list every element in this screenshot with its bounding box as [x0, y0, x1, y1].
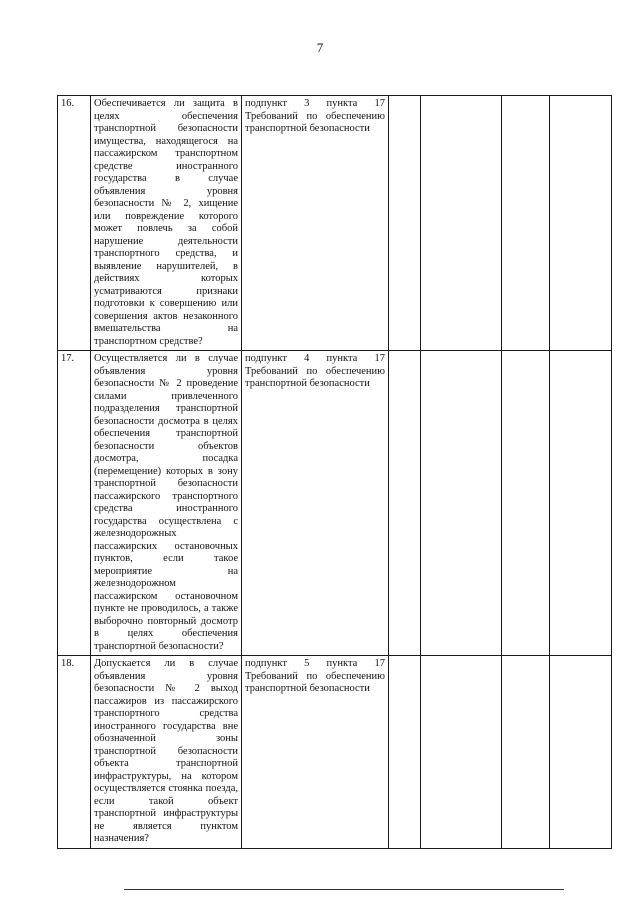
note-cell[interactable]: [550, 656, 612, 849]
row-reference: подпункт 4 пункта 17 Требований по обеспечению транспортной безопасности: [242, 351, 389, 656]
row-number: 17.: [58, 351, 91, 656]
page-number: 7: [316, 40, 324, 55]
answer-cell-no[interactable]: [421, 96, 502, 351]
row-number: 16.: [58, 96, 91, 351]
answer-cell-yes[interactable]: [389, 351, 421, 656]
row-reference: подпункт 3 пункта 17 Требований по обеспечению транспортной безопасности: [242, 96, 389, 351]
answer-cell-na[interactable]: [502, 96, 550, 351]
note-cell[interactable]: [550, 96, 612, 351]
answer-cell-na[interactable]: [502, 656, 550, 849]
answer-cell-yes[interactable]: [389, 96, 421, 351]
note-cell[interactable]: [550, 351, 612, 656]
answer-cell-yes[interactable]: [389, 656, 421, 849]
row-question: Допускается ли в случае объявления уровня безопасности № 2 выход пассажиров из пассажирского транспортного средства иностранного государства вне обозначенной зоны транспортной безопасности объекта транспортной инфраструктуры, на котором осуществляется стоянка поезда, если такой объект транспортной инфраструктуры не является пунктом назначения?: [91, 656, 242, 849]
answer-cell-no[interactable]: [421, 656, 502, 849]
row-question: Обеспечивается ли защита в целях обеспечения транспортной безопасности имущества, находящегося на пассажирском транспортном средстве иностранного государства в случае объявления уровня безопасности № 2, хищение или повреждение которого может повлечь за собой нарушение деятельности транспортного средства, и выявление нарушителей, в действиях которых усматриваются признаки подготовки к совершению или совершения актов незаконного вмешательства на транспортном средстве?: [91, 96, 242, 351]
table-row: [58, 96, 612, 351]
checklist-table: [57, 95, 612, 849]
table-row: [58, 351, 612, 656]
row-number: 18.: [58, 656, 91, 849]
answer-cell-na[interactable]: [502, 351, 550, 656]
row-reference: подпункт 5 пункта 17 Требований по обеспечению транспортной безопасности: [242, 656, 389, 849]
answer-cell-no[interactable]: [421, 351, 502, 656]
table-row: [58, 656, 612, 849]
bottom-divider: [124, 889, 564, 890]
row-question: Осуществляется ли в случае объявления уровня безопасности № 2 проведение силами привлеченного подразделения транспортной безопасности досмотра в целях обеспечения транспортной безопасности объектов досмотра, посадка (перемещение) которых в зону транспортной безопасности пассажирского транспортного средства иностранного государства осуществлена с железнодорожных пассажирских остановочных пунктов, если такое мероприятие на железнодорожном пассажирском остановочном пункте не проводилось, а также выборочно повторный досмотр в целях обеспечения транспортной безопасности?: [91, 351, 242, 656]
